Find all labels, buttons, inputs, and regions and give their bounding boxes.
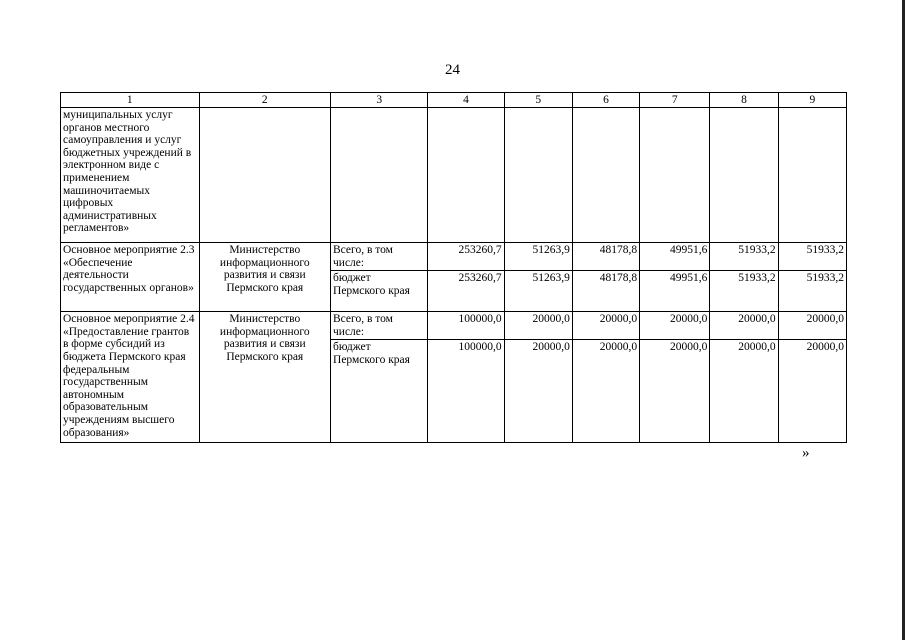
value-cell: 20000,0 [640, 312, 710, 340]
value-cell: 48178,8 [572, 243, 639, 271]
value-cell: 253260,7 [428, 243, 504, 271]
value-cell: 20000,0 [640, 340, 710, 443]
value-cell: 100000,0 [428, 340, 504, 443]
column-header: 7 [640, 93, 710, 108]
measure-name: Основное мероприятие 2.3 «Обеспечение деятельности государственных органов» [61, 243, 200, 312]
empty-cell [778, 108, 846, 243]
value-cell: 253260,7 [428, 271, 504, 312]
empty-cell [504, 108, 572, 243]
value-cell: 51933,2 [710, 243, 778, 271]
value-cell: 20000,0 [504, 312, 572, 340]
value-cell: 49951,6 [640, 243, 710, 271]
value-cell: 51933,2 [710, 271, 778, 312]
table-row [61, 312, 847, 340]
header-row [61, 93, 847, 108]
value-cell: 51263,9 [504, 243, 572, 271]
column-header: 8 [710, 93, 778, 108]
table-row [61, 243, 847, 271]
empty-cell [428, 108, 504, 243]
empty-cell [572, 108, 639, 243]
column-header: 6 [572, 93, 639, 108]
value-cell: 49951,6 [640, 271, 710, 312]
value-cell: 20000,0 [504, 340, 572, 443]
column-header: 4 [428, 93, 504, 108]
value-cell: 100000,0 [428, 312, 504, 340]
funding-source: бюджет Пермского края [331, 340, 428, 443]
value-cell: 48178,8 [572, 271, 639, 312]
funding-source: Всего, в том числе: [331, 243, 428, 271]
empty-cell [710, 108, 778, 243]
value-cell: 20000,0 [572, 312, 639, 340]
executor: Министерство информационного развития и связи Пермского края [199, 243, 331, 312]
empty-cell [199, 108, 331, 243]
page-number: 24 [445, 62, 460, 78]
value-cell: 51933,2 [778, 271, 846, 312]
value-cell: 20000,0 [710, 340, 778, 443]
value-cell: 20000,0 [710, 312, 778, 340]
empty-cell [331, 108, 428, 243]
value-cell: 51933,2 [778, 243, 846, 271]
closing-quote: » [802, 445, 810, 461]
funding-source: Всего, в том числе: [331, 312, 428, 340]
continuation-name: муниципальных услуг органов местного самоуправления и услуг бюджетных учреждений в электронном виде с применением машиночитаемых цифровых административных регламентов» [61, 108, 200, 243]
column-header: 9 [778, 93, 846, 108]
executor: Министерство информационного развития и связи Пермского края [199, 312, 331, 443]
column-header: 5 [504, 93, 572, 108]
funding-source: бюджет Пермского края [331, 271, 428, 312]
column-header: 2 [199, 93, 331, 108]
column-header: 1 [61, 93, 200, 108]
empty-cell [640, 108, 710, 243]
continuation-row [61, 108, 847, 243]
measure-name: Основное мероприятие 2.4 «Предоставление грантов в форме субсидий из бюджета Пермского края федеральным государственным автономным образовательным учреждениям высшего образования» [61, 312, 200, 443]
budget-table [60, 92, 847, 443]
value-cell: 20000,0 [778, 312, 846, 340]
column-header: 3 [331, 93, 428, 108]
value-cell: 20000,0 [572, 340, 639, 443]
value-cell: 20000,0 [778, 340, 846, 443]
value-cell: 51263,9 [504, 271, 572, 312]
